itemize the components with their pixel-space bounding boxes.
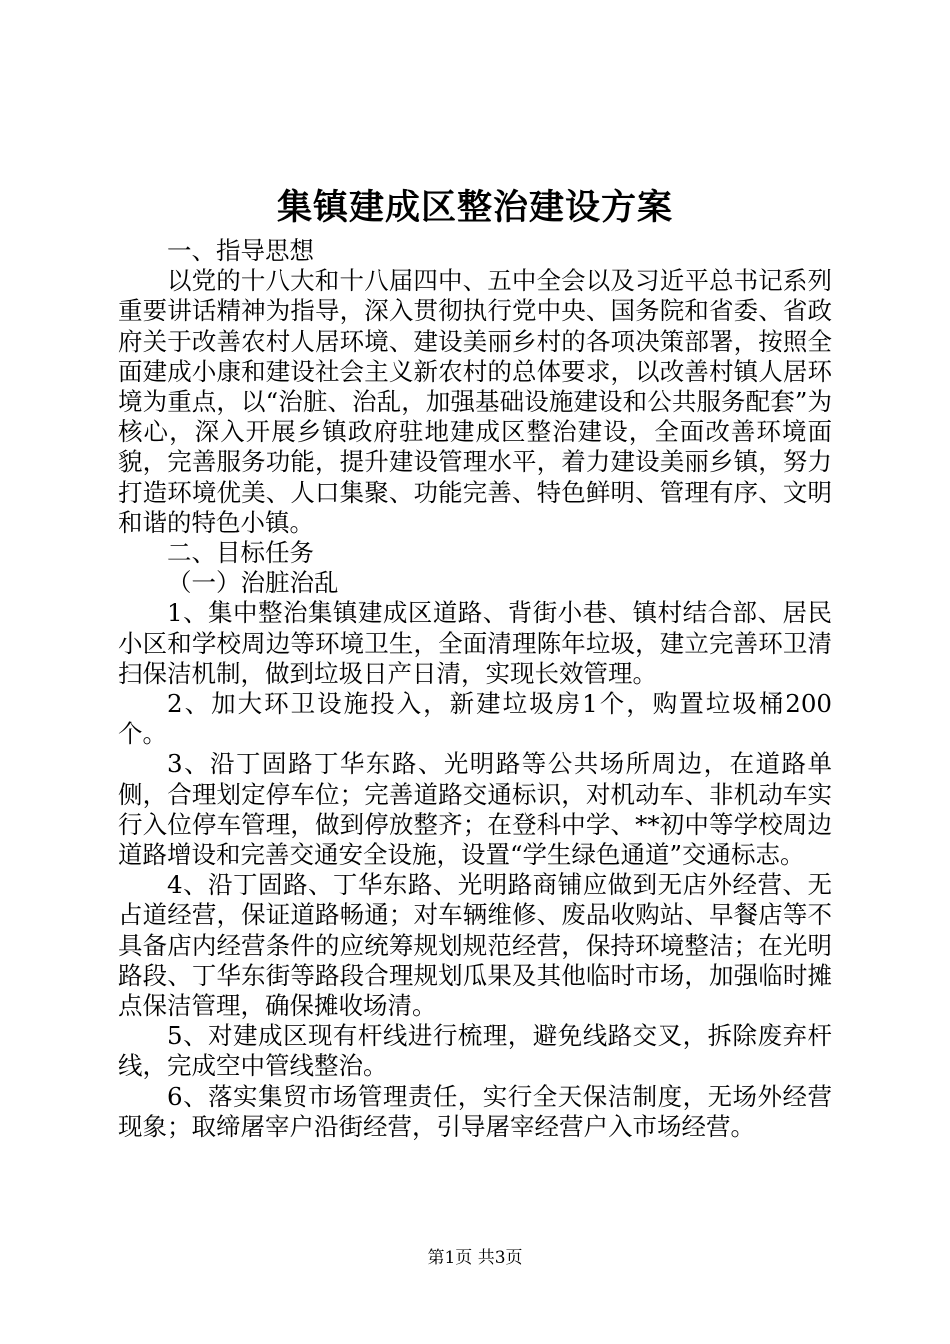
document-title: 集镇建成区整治建设方案 [276,187,673,228]
list-item-3: 3、沿丁固路丁华东路、光明路等公共场所周边，在道路单侧，合理划定停车位；完善道路交通标识，对机动车、非机动车实行入位停车管理，做到停放整齐；在登科中学、**初中等学校周边道路增设和完善交通安全设施，设置“学生绿色通道”交通标志。 [118,749,832,870]
list-item-5: 5、对建成区现有杆线进行梳理，避免线路交叉，拆除废弃杆线，完成空中管线整治。 [118,1021,832,1081]
list-item-6: 6、落实集贸市场管理责任，实行全天保洁制度，无场外经营现象；取缔屠宰户沿街经营，引导屠宰经营户入市场经营。 [118,1081,832,1141]
paragraph-guiding-ideology: 以党的十八大和十八届四中、五中全会以及习近平总书记系列重要讲话精神为指导，深入贯彻执行党中央、国务院和省委、省政府关于改善农村人居环境、建设美丽乡村的各项决策部署，按照全面建成小康和建设社会主义新农村的总体要求，以改善村镇人居环境为重点，以“治脏、治乱，加强基础设施建设和公共服务配套”为核心，深入开展乡镇政府驻地建成区整治建设，全面改善环境面貌，完善服务功能，提升建设管理水平，着力建设美丽乡镇，努力打造环境优美、人口集聚、功能完善、特色鲜明、管理有序、文明和谐的特色小镇。 [118,266,832,537]
section-heading-goals-tasks: 二、目标任务 [167,538,314,568]
page-number-footer: 第1页 共3页 [427,1248,523,1268]
subsection-heading-cleanup: （一）治脏治乱 [167,568,339,598]
document-body [118,180,832,1142]
section-heading-guiding-ideology: 一、指导思想 [167,236,314,265]
list-item-1: 1、集中整治集镇建成区道路、背街小巷、镇村结合部、居民小区和学校周边等环境卫生，全面清理陈年垃圾，建立完善环卫清扫保洁机制，做到垃圾日产日清，实现长效管理。 [118,598,832,688]
list-item-2: 2、加大环卫设施投入，新建垃圾房1个，购置垃圾桶200个。 [118,689,832,749]
list-item-4: 4、沿丁固路、丁华东路、光明路商铺应做到无店外经营、无占道经营，保证道路畅通；对车辆维修、废品收购站、早餐店等不具备店内经营条件的应统筹规划规范经营，保持环境整洁；在光明路段、丁华东街等路段合理规划瓜果及其他临时市场，加强临时摊点保洁管理，确保摊收场清。 [118,870,832,1021]
